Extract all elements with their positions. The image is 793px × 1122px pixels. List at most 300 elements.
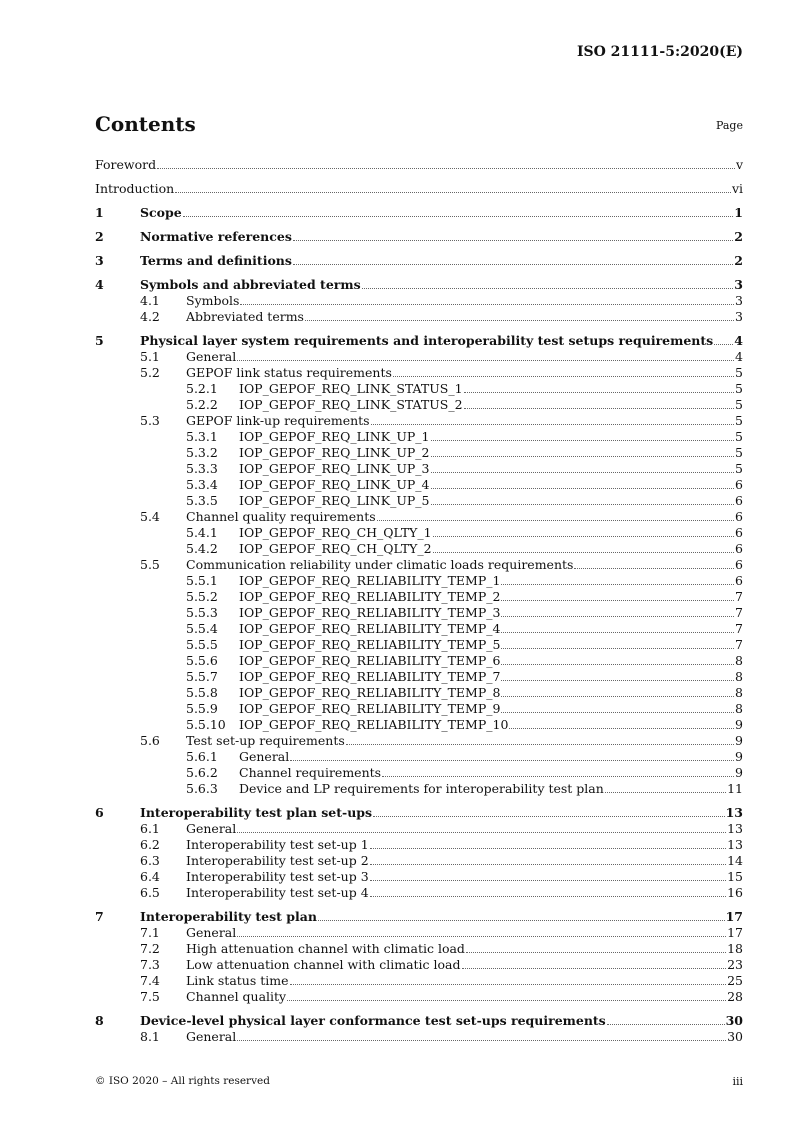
toc-entry-title: GEPOF link-up requirements [186,413,370,428]
toc-entry-title: Link status time [186,973,289,988]
toc-entry-title: Physical layer system requirements and interoperability test setups requirements [140,333,714,348]
toc-entry-body [239,589,743,605]
toc-entry-number: 6.5 [140,885,160,900]
toc-entry-number: 5.5 [140,557,160,572]
toc-entry-page: 30 [725,1013,743,1028]
toc-entry-body [186,1029,743,1045]
toc-entry[interactable] [0,749,793,765]
toc-entry-number: 5.6 [140,733,160,748]
toc-entry-body [239,429,743,445]
toc-entry-page: 6 [735,573,743,588]
toc-entry-page: 5 [735,429,743,444]
toc-entry[interactable] [0,733,793,749]
toc-entry[interactable] [0,925,793,941]
toc-entry-number: 6 [95,805,104,820]
toc-entry[interactable] [0,805,793,821]
toc-entry-number: 4.1 [140,293,160,308]
dot-leader [240,293,734,305]
dot-leader [370,853,726,865]
toc-entry-title: Symbols [186,293,240,308]
toc-entry-number: 5.3.2 [186,445,218,460]
toc-entry-body [239,685,743,701]
toc-entry-number: 5.4.2 [186,541,218,556]
toc-entry-page: 3 [735,293,743,308]
toc-entry-page: 9 [735,717,743,732]
toc-entry-title: Test set-up requirements [186,733,345,748]
dot-leader [371,413,734,425]
toc-entry[interactable] [0,493,793,509]
dot-leader [393,365,734,377]
toc-entry[interactable] [0,181,793,197]
toc-entry-title: IOP_GEPOF_REQ_LINK_UP_1 [239,429,430,444]
toc-entry-number: 5 [95,333,104,348]
toc-entry-title: IOP_GEPOF_REQ_RELIABILITY_TEMP_2 [239,589,501,604]
toc-entry[interactable] [0,509,793,525]
toc-entry-page: 8 [735,653,743,668]
toc-entry-body [140,229,743,245]
toc-entry-title: IOP_GEPOF_REQ_RELIABILITY_TEMP_3 [239,605,501,620]
dot-leader [431,461,735,473]
toc-entry-number: 5.6.2 [186,765,218,780]
toc-entry-number: 5.3.3 [186,461,218,476]
toc-entry-number: 7.1 [140,925,160,940]
toc-entry-body [140,1013,743,1029]
toc-entry-body [186,925,743,941]
toc-entry[interactable] [0,669,793,685]
toc-entry-number: 5.3.4 [186,477,218,492]
dot-leader [462,957,727,969]
toc-entry-page: 28 [727,989,743,1004]
toc-entry-number: 4.2 [140,309,160,324]
dot-leader [464,381,735,393]
toc-entry[interactable] [0,525,793,541]
dot-leader [431,477,735,489]
toc-entry-page: 5 [735,445,743,460]
toc-entry-number: 5.2 [140,365,160,380]
toc-entry-page: 11 [727,781,743,796]
toc-entry[interactable] [0,989,793,1005]
toc-entry-body [239,653,743,669]
toc-entry-title: General [186,1029,237,1044]
toc-entry-body [186,869,743,885]
dot-leader [370,869,726,881]
toc-entry-body [186,837,743,853]
dot-leader [501,653,734,665]
dot-leader [293,229,733,241]
toc-entry-body [186,853,743,869]
toc-entry-page: 18 [727,941,743,956]
toc-entry[interactable] [0,957,793,973]
table-of-contents [0,157,793,1045]
dot-leader [157,157,735,169]
toc-entry[interactable] [0,701,793,717]
toc-entry-page: 7 [735,637,743,652]
dot-leader [377,509,734,521]
toc-entry-body [239,461,743,477]
toc-entry[interactable] [0,381,793,397]
toc-entry[interactable] [0,557,793,573]
toc-entry-body [239,573,743,589]
toc-entry-title: General [186,821,237,836]
toc-entry-page: 8 [735,701,743,716]
dot-leader [290,973,727,985]
toc-entry-page: 6 [735,493,743,508]
toc-entry-page: 6 [735,477,743,492]
toc-entry-number: 5.3.1 [186,429,218,444]
toc-entry-number: 5.2.2 [186,397,218,412]
toc-entry-title: Low attenuation channel with climatic load [186,957,461,972]
toc-entry-title: Interoperability test plan [140,909,317,924]
toc-entry-title: General [239,749,290,764]
toc-entry-title: IOP_GEPOF_REQ_LINK_UP_2 [239,445,430,460]
toc-entry-page: 2 [734,229,743,244]
toc-entry[interactable] [0,397,793,413]
toc-entry-title: Interoperability test set-up 4 [186,885,369,900]
toc-entry-body [239,701,743,717]
toc-entry-number: 6.2 [140,837,160,852]
toc-entry-page: vi [731,181,743,196]
toc-entry-title: IOP_GEPOF_REQ_RELIABILITY_TEMP_6 [239,653,501,668]
toc-entry-body [239,621,743,637]
toc-entry-number: 5.5.5 [186,637,218,652]
toc-entry-body [186,349,743,365]
document-id: ISO 21111-5:2020(E) [576,44,743,60]
toc-entry[interactable] [0,333,793,349]
toc-entry-page: v [735,157,743,172]
toc-entry-body [186,293,743,309]
toc-entry-number: 5.4 [140,509,160,524]
toc-entry[interactable] [0,461,793,477]
toc-entry[interactable] [0,1029,793,1045]
dot-leader [183,205,734,217]
toc-entry-number: 5.3.5 [186,493,218,508]
toc-entry-page: 15 [727,869,743,884]
toc-entry-title: Channel requirements [239,765,382,780]
toc-entry-body [186,413,743,429]
dot-leader [293,253,733,265]
toc-entry[interactable] [0,277,793,293]
toc-entry-body [239,381,743,397]
toc-entry-body [239,525,743,541]
toc-entry-page: 7 [735,605,743,620]
dot-leader [433,525,734,537]
toc-entry-number: 5.5.1 [186,573,218,588]
toc-entry-body [239,493,743,509]
toc-entry-number: 5.4.1 [186,525,218,540]
toc-entry-page: 4 [734,333,743,348]
toc-entry[interactable] [0,157,793,173]
toc-entry-body [186,733,743,749]
toc-entry-body [239,669,743,685]
toc-entry[interactable] [0,765,793,781]
toc-entry-page: 25 [727,973,743,988]
toc-entry-number: 4 [95,277,104,292]
dot-leader [370,885,726,897]
copyright-notice: © ISO 2020 – All rights reserved [95,1075,270,1087]
toc-entry-body [186,557,743,573]
dot-leader [431,493,735,505]
toc-entry-page: 5 [735,461,743,476]
toc-entry-body [186,309,743,325]
toc-entry-title: Device and LP requirements for interoperability test plan [239,781,604,796]
toc-entry-title: Communication reliability under climatic loads requirements [186,557,574,572]
toc-entry-page: 2 [734,253,743,268]
toc-entry-body [186,957,743,973]
toc-entry[interactable] [0,909,793,925]
toc-entry-number: 5.6.1 [186,749,218,764]
toc-entry-number: 6.1 [140,821,160,836]
toc-entry-body [140,909,743,925]
dot-leader [237,349,734,361]
dot-leader [501,701,734,713]
toc-entry-title: Normative references [140,229,292,244]
toc-entry-title: GEPOF link status requirements [186,365,392,380]
toc-entry[interactable] [0,605,793,621]
toc-entry-body [140,205,743,221]
dot-leader [362,277,734,289]
toc-entry[interactable] [0,589,793,605]
toc-entry[interactable] [0,869,793,885]
toc-entry-number: 7.5 [140,989,160,1004]
dot-leader [501,573,734,585]
toc-entry-number: 5.3 [140,413,160,428]
page-title: Contents [95,112,196,136]
toc-entry-title: General [186,349,237,364]
dot-leader [501,621,734,633]
toc-entry[interactable] [0,885,793,901]
toc-entry-title: High attenuation channel with climatic load [186,941,465,956]
toc-entry-body [239,781,743,797]
toc-entry-page: 3 [735,309,743,324]
toc-entry-page: 9 [735,749,743,764]
toc-entry-number: 5.6.3 [186,781,218,796]
toc-entry-title: Interoperability test set-up 2 [186,853,369,868]
dot-leader [501,605,734,617]
dot-leader [501,589,734,601]
dot-leader [237,821,726,833]
toc-entry-title: IOP_GEPOF_REQ_LINK_UP_5 [239,493,430,508]
toc-entry-body [140,333,743,349]
toc-entry-number: 6.4 [140,869,160,884]
toc-entry-body [186,509,743,525]
toc-entry-title: IOP_GEPOF_REQ_CH_QLTY_1 [239,525,432,540]
toc-entry-page: 17 [727,925,743,940]
toc-entry-number: 5.1 [140,349,160,364]
toc-entry[interactable] [0,229,793,245]
toc-entry-page: 8 [735,669,743,684]
toc-entry-page: 16 [727,885,743,900]
dot-leader [714,333,733,345]
dot-leader [290,749,734,761]
toc-entry-number: 5.5.7 [186,669,218,684]
dot-leader [287,989,726,1001]
toc-entry-title: IOP_GEPOF_REQ_LINK_STATUS_2 [239,397,463,412]
toc-entry-title: IOP_GEPOF_REQ_RELIABILITY_TEMP_1 [239,573,501,588]
toc-entry-page: 6 [735,541,743,556]
toc-entry-page: 1 [734,205,743,220]
toc-entry-title: Interoperability test plan set-ups [140,805,373,820]
toc-entry[interactable] [0,973,793,989]
toc-entry[interactable] [0,445,793,461]
toc-entry-body [186,941,743,957]
toc-entry-number: 7.3 [140,957,160,972]
toc-entry[interactable] [0,429,793,445]
dot-leader [318,909,725,921]
toc-entry[interactable] [0,821,793,837]
toc-entry[interactable] [0,413,793,429]
toc-entry-title: Symbols and abbreviated terms [140,277,361,292]
toc-entry[interactable] [0,541,793,557]
toc-entry-page: 7 [735,621,743,636]
toc-entry[interactable] [0,1013,793,1029]
dot-leader [431,429,735,441]
toc-entry-body [95,181,743,197]
toc-entry-page: 7 [735,589,743,604]
dot-leader [501,637,734,649]
toc-entry-title: Interoperability test set-up 1 [186,837,369,852]
toc-entry[interactable] [0,205,793,221]
toc-entry-title: Device-level physical layer conformance test set-ups requirements [140,1013,606,1028]
toc-entry-number: 3 [95,253,104,268]
toc-entry-title: Interoperability test set-up 3 [186,869,369,884]
toc-entry-number: 5.5.9 [186,701,218,716]
toc-entry-number: 5.5.10 [186,717,226,732]
dot-leader [464,397,735,409]
dot-leader [382,765,734,777]
toc-entry-body [239,717,743,733]
dot-leader [605,781,726,793]
toc-entry-title: Channel quality requirements [186,509,376,524]
toc-entry-body [239,637,743,653]
toc-entry[interactable] [0,685,793,701]
page-column-label: Page [715,119,743,132]
toc-entry[interactable] [0,717,793,733]
dot-leader [305,309,734,321]
toc-entry-title: IOP_GEPOF_REQ_RELIABILITY_TEMP_5 [239,637,501,652]
toc-entry-number: 5.5.2 [186,589,218,604]
toc-entry-body [140,805,743,821]
toc-entry-title: IOP_GEPOF_REQ_RELIABILITY_TEMP_8 [239,685,501,700]
toc-entry-body [239,445,743,461]
toc-entry[interactable] [0,349,793,365]
toc-entry-number: 2 [95,229,104,244]
dot-leader [237,1029,726,1041]
toc-entry-page: 14 [727,853,743,868]
toc-entry[interactable] [0,781,793,797]
toc-entry-title: IOP_GEPOF_REQ_RELIABILITY_TEMP_10 [239,717,509,732]
toc-entry-title: Channel quality [186,989,287,1004]
toc-entry-body [186,365,743,381]
dot-leader [370,837,726,849]
toc-entry-body [140,277,743,293]
toc-entry-title: IOP_GEPOF_REQ_RELIABILITY_TEMP_4 [239,621,501,636]
toc-entry-title: Abbreviated terms [186,309,304,324]
toc-entry-page: 3 [734,277,743,292]
dot-leader [175,181,731,193]
toc-entry[interactable] [0,837,793,853]
toc-entry-title: IOP_GEPOF_REQ_RELIABILITY_TEMP_9 [239,701,501,716]
toc-entry[interactable] [0,637,793,653]
dot-leader [501,669,734,681]
toc-entry-page: 9 [735,733,743,748]
toc-entry-page: 13 [727,821,743,836]
toc-entry[interactable] [0,853,793,869]
toc-entry-page: 6 [735,525,743,540]
toc-entry-number: 5.5.3 [186,605,218,620]
toc-entry-page: 17 [725,909,743,924]
toc-entry-number: 7 [95,909,104,924]
toc-entry-title: IOP_GEPOF_REQ_LINK_UP_4 [239,477,430,492]
toc-entry-page: 5 [735,365,743,380]
dot-leader [501,685,734,697]
toc-entry-body [186,885,743,901]
toc-entry[interactable] [0,653,793,669]
toc-entry-number: 1 [95,205,104,220]
toc-entry-number: 7.2 [140,941,160,956]
toc-entry-page: 5 [735,397,743,412]
toc-entry-body [239,397,743,413]
toc-entry-body [239,605,743,621]
toc-entry[interactable] [0,309,793,325]
toc-entry-title: IOP_GEPOF_REQ_LINK_STATUS_1 [239,381,463,396]
toc-entry[interactable] [0,365,793,381]
toc-entry-body [239,749,743,765]
toc-entry[interactable] [0,621,793,637]
toc-entry-title: IOP_GEPOF_REQ_CH_QLTY_2 [239,541,432,556]
toc-entry-title: IOP_GEPOF_REQ_RELIABILITY_TEMP_7 [239,669,501,684]
toc-entry[interactable] [0,293,793,309]
toc-entry-page: 30 [727,1029,743,1044]
toc-entry-title: IOP_GEPOF_REQ_LINK_UP_3 [239,461,430,476]
toc-entry-body [239,765,743,781]
dot-leader [574,557,734,569]
toc-entry-number: 8 [95,1013,104,1028]
dot-leader [466,941,726,953]
toc-entry-page: 23 [727,957,743,972]
toc-entry-title: Scope [140,205,182,220]
dot-leader [346,733,734,745]
toc-entry-page: 9 [735,765,743,780]
toc-entry-page: 6 [735,509,743,524]
toc-entry[interactable] [0,253,793,269]
toc-entry-page: 8 [735,685,743,700]
toc-entry-number: 5.5.6 [186,653,218,668]
toc-entry[interactable] [0,477,793,493]
toc-entry-number: 7.4 [140,973,160,988]
toc-entry-title: General [186,925,237,940]
toc-entry-title: Introduction [95,181,175,196]
toc-entry-title: Foreword [95,157,157,172]
toc-entry-page: 5 [735,413,743,428]
toc-entry-body [239,477,743,493]
dot-leader [237,925,726,937]
dot-leader [509,717,734,729]
toc-entry-body [95,157,743,173]
toc-entry-number: 5.5.8 [186,685,218,700]
toc-entry-page: 13 [725,805,743,820]
toc-entry[interactable] [0,941,793,957]
dot-leader [431,445,735,457]
toc-entry[interactable] [0,573,793,589]
toc-entry-number: 5.5.4 [186,621,218,636]
dot-leader [373,805,725,817]
toc-entry-title: Terms and definitions [140,253,292,268]
toc-entry-body [186,821,743,837]
toc-entry-page: 4 [735,349,743,364]
toc-entry-page: 6 [735,557,743,572]
dot-leader [607,1013,725,1025]
toc-entry-page: 5 [735,381,743,396]
